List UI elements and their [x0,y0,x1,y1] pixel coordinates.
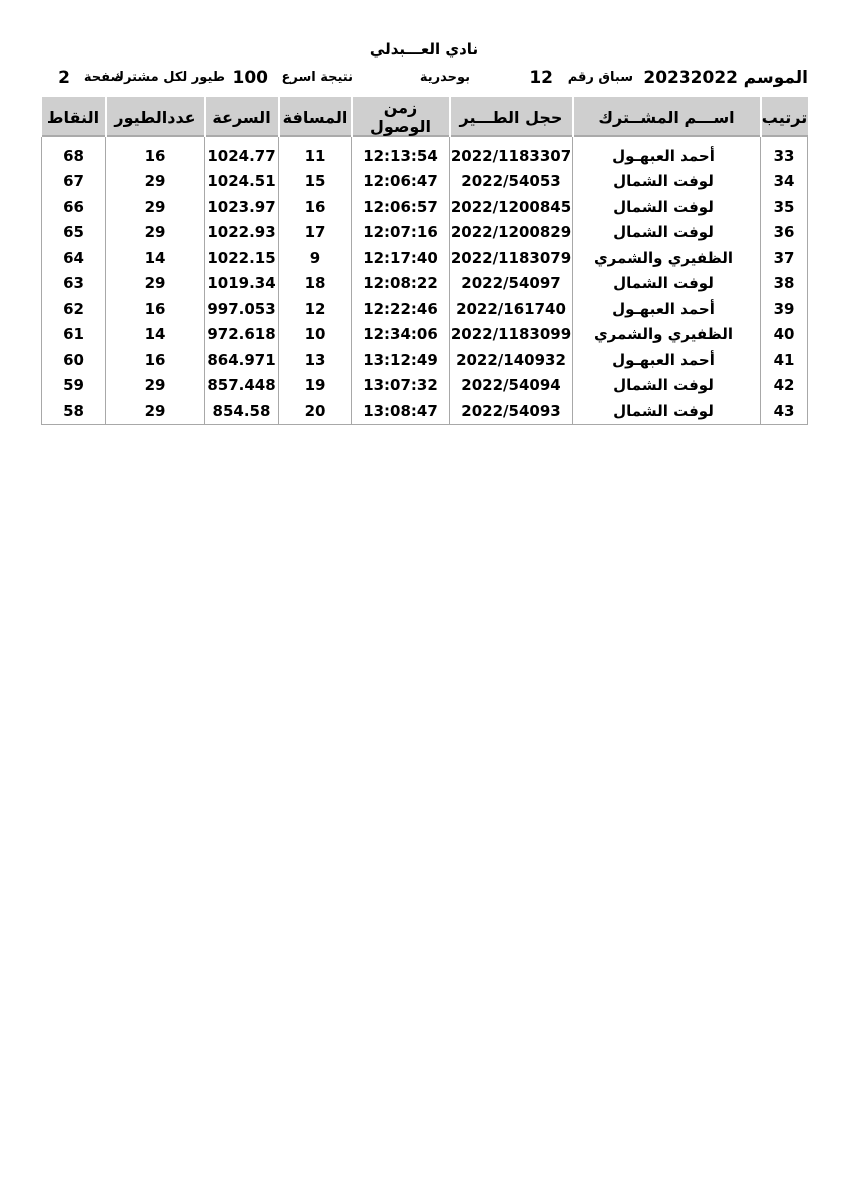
result-label: نتيجة اسرع [281,70,353,85]
rank-cell: 43 [761,398,808,424]
arrival-time-cell: 12:17:40 [352,245,450,271]
ring-cell: 2022/140932 [450,347,573,373]
table-row [42,169,808,195]
distance-cell: 17 [279,220,352,246]
table-row [42,194,808,220]
points-cell: 64 [63,248,84,267]
rank-cell: 37 [761,245,808,271]
bird-count-cell: 16 [106,296,205,322]
participant-cell: أحمد العبهـول [573,347,761,373]
race-location: بوحدرية [419,70,470,85]
speed-cell: 972.618 [205,322,279,348]
column-header-distance: المسافة [279,97,352,137]
ring-cell: 2022/1200829 [450,220,573,246]
column-header-arrival-time: زمن الوصول [352,97,450,137]
bird-count-cell: 29 [106,194,205,220]
page-number: 2 [58,68,70,88]
birds-per-participant-label: طيور لكل مشترك [112,70,225,85]
table-row [42,398,808,424]
points-cell: 63 [63,274,84,293]
points-cell: 61 [63,325,84,344]
speed-cell: 997.053 [205,296,279,322]
arrival-time-cell: 13:12:49 [352,347,450,373]
page-label: صفحة [83,70,123,85]
points-cell: 68 [63,146,84,165]
results-table [41,97,808,425]
participant-cell: لوفت الشمال [573,194,761,220]
bird-count-cell: 29 [106,373,205,399]
distance-cell: 11 [279,137,352,169]
bird-count-cell: 14 [106,322,205,348]
points-cell: 65 [63,223,84,242]
column-header-speed: السرعة [205,97,279,137]
arrival-time-cell: 12:06:47 [352,169,450,195]
table-row [42,347,808,373]
points-cell: 66 [63,197,84,216]
ring-cell: 2022/1183079 [450,245,573,271]
distance-cell: 9 [279,245,352,271]
distance-cell: 13 [279,347,352,373]
points-cell: 67 [63,172,84,191]
ring-cell: 2022/161740 [450,296,573,322]
result-count: 100 [232,68,268,88]
ring-cell: 2022/1183307 [450,137,573,169]
points-cell: 58 [63,401,84,420]
race-number: 12 [529,68,553,88]
race-label: سباق رقم [567,70,633,85]
participant-cell: لوفت الشمال [573,169,761,195]
arrival-time-cell: 12:22:46 [352,296,450,322]
points-cell: 59 [63,376,84,395]
rank-cell: 35 [761,194,808,220]
arrival-time-cell: 12:34:06 [352,322,450,348]
bird-count-cell: 16 [106,137,205,169]
participant-cell: أحمد العبهـول [573,296,761,322]
ring-cell: 2022/54094 [450,373,573,399]
points-cell: 62 [63,299,84,318]
rank-cell: 36 [761,220,808,246]
bird-count-cell: 29 [106,169,205,195]
table-row [42,137,808,169]
column-header-bird-count: عددالطيور [106,97,205,137]
participant-cell: لوفت الشمال [573,271,761,297]
speed-cell: 857.448 [205,373,279,399]
bird-count-cell: 14 [106,245,205,271]
participant-cell: لوفت الشمال [573,373,761,399]
rank-cell: 34 [761,169,808,195]
arrival-time-cell: 13:08:47 [352,398,450,424]
race-header [40,68,808,94]
bird-count-cell: 29 [106,271,205,297]
table-row [42,271,808,297]
arrival-time-cell: 12:13:54 [352,137,450,169]
column-header-rank: ترتيب [761,97,808,137]
ring-cell: 2022/1183099 [450,322,573,348]
participant-cell: الظفيري والشمري [573,245,761,271]
speed-cell: 1022.93 [205,220,279,246]
distance-cell: 10 [279,322,352,348]
participant-cell: الظفيري والشمري [573,322,761,348]
club-title: نادي العـــبدلي [369,40,479,58]
table-body [42,137,808,424]
participant-cell: لوفت الشمال [573,220,761,246]
arrival-time-cell: 13:07:32 [352,373,450,399]
ring-cell: 2022/1200845 [450,194,573,220]
rank-cell: 40 [761,322,808,348]
column-header-ring: حجل الطـــير [450,97,573,137]
rank-cell: 38 [761,271,808,297]
table-row [42,322,808,348]
rank-cell: 33 [761,137,808,169]
ring-cell: 2022/54053 [450,169,573,195]
season-label: الموسم [743,68,808,88]
speed-cell: 864.971 [205,347,279,373]
rank-cell: 41 [761,347,808,373]
speed-cell: 1024.77 [205,137,279,169]
table-row [42,220,808,246]
speed-cell: 1019.34 [205,271,279,297]
distance-cell: 16 [279,194,352,220]
points-cell: 60 [63,350,84,369]
speed-cell: 1023.97 [205,194,279,220]
ring-cell: 2022/54097 [450,271,573,297]
distance-cell: 20 [279,398,352,424]
rank-cell: 42 [761,373,808,399]
distance-cell: 19 [279,373,352,399]
participant-cell: لوفت الشمال [573,398,761,424]
table-row [42,296,808,322]
arrival-time-cell: 12:07:16 [352,220,450,246]
rank-cell: 39 [761,296,808,322]
speed-cell: 1024.51 [205,169,279,195]
bird-count-cell: 29 [106,398,205,424]
participant-cell: أحمد العبهـول [573,137,761,169]
speed-cell: 854.58 [205,398,279,424]
distance-cell: 12 [279,296,352,322]
table-header-row [42,97,808,137]
arrival-time-cell: 12:06:57 [352,194,450,220]
table-row [42,245,808,271]
distance-cell: 15 [279,169,352,195]
season-value: 20232022 [643,68,738,88]
arrival-time-cell: 12:08:22 [352,271,450,297]
column-header-points: النقاط [42,97,106,137]
bird-count-cell: 16 [106,347,205,373]
column-header-participant: اســـم المشــترك [573,97,761,137]
bird-count-cell: 29 [106,220,205,246]
table-row [42,373,808,399]
speed-cell: 1022.15 [205,245,279,271]
ring-cell: 2022/54093 [450,398,573,424]
distance-cell: 18 [279,271,352,297]
